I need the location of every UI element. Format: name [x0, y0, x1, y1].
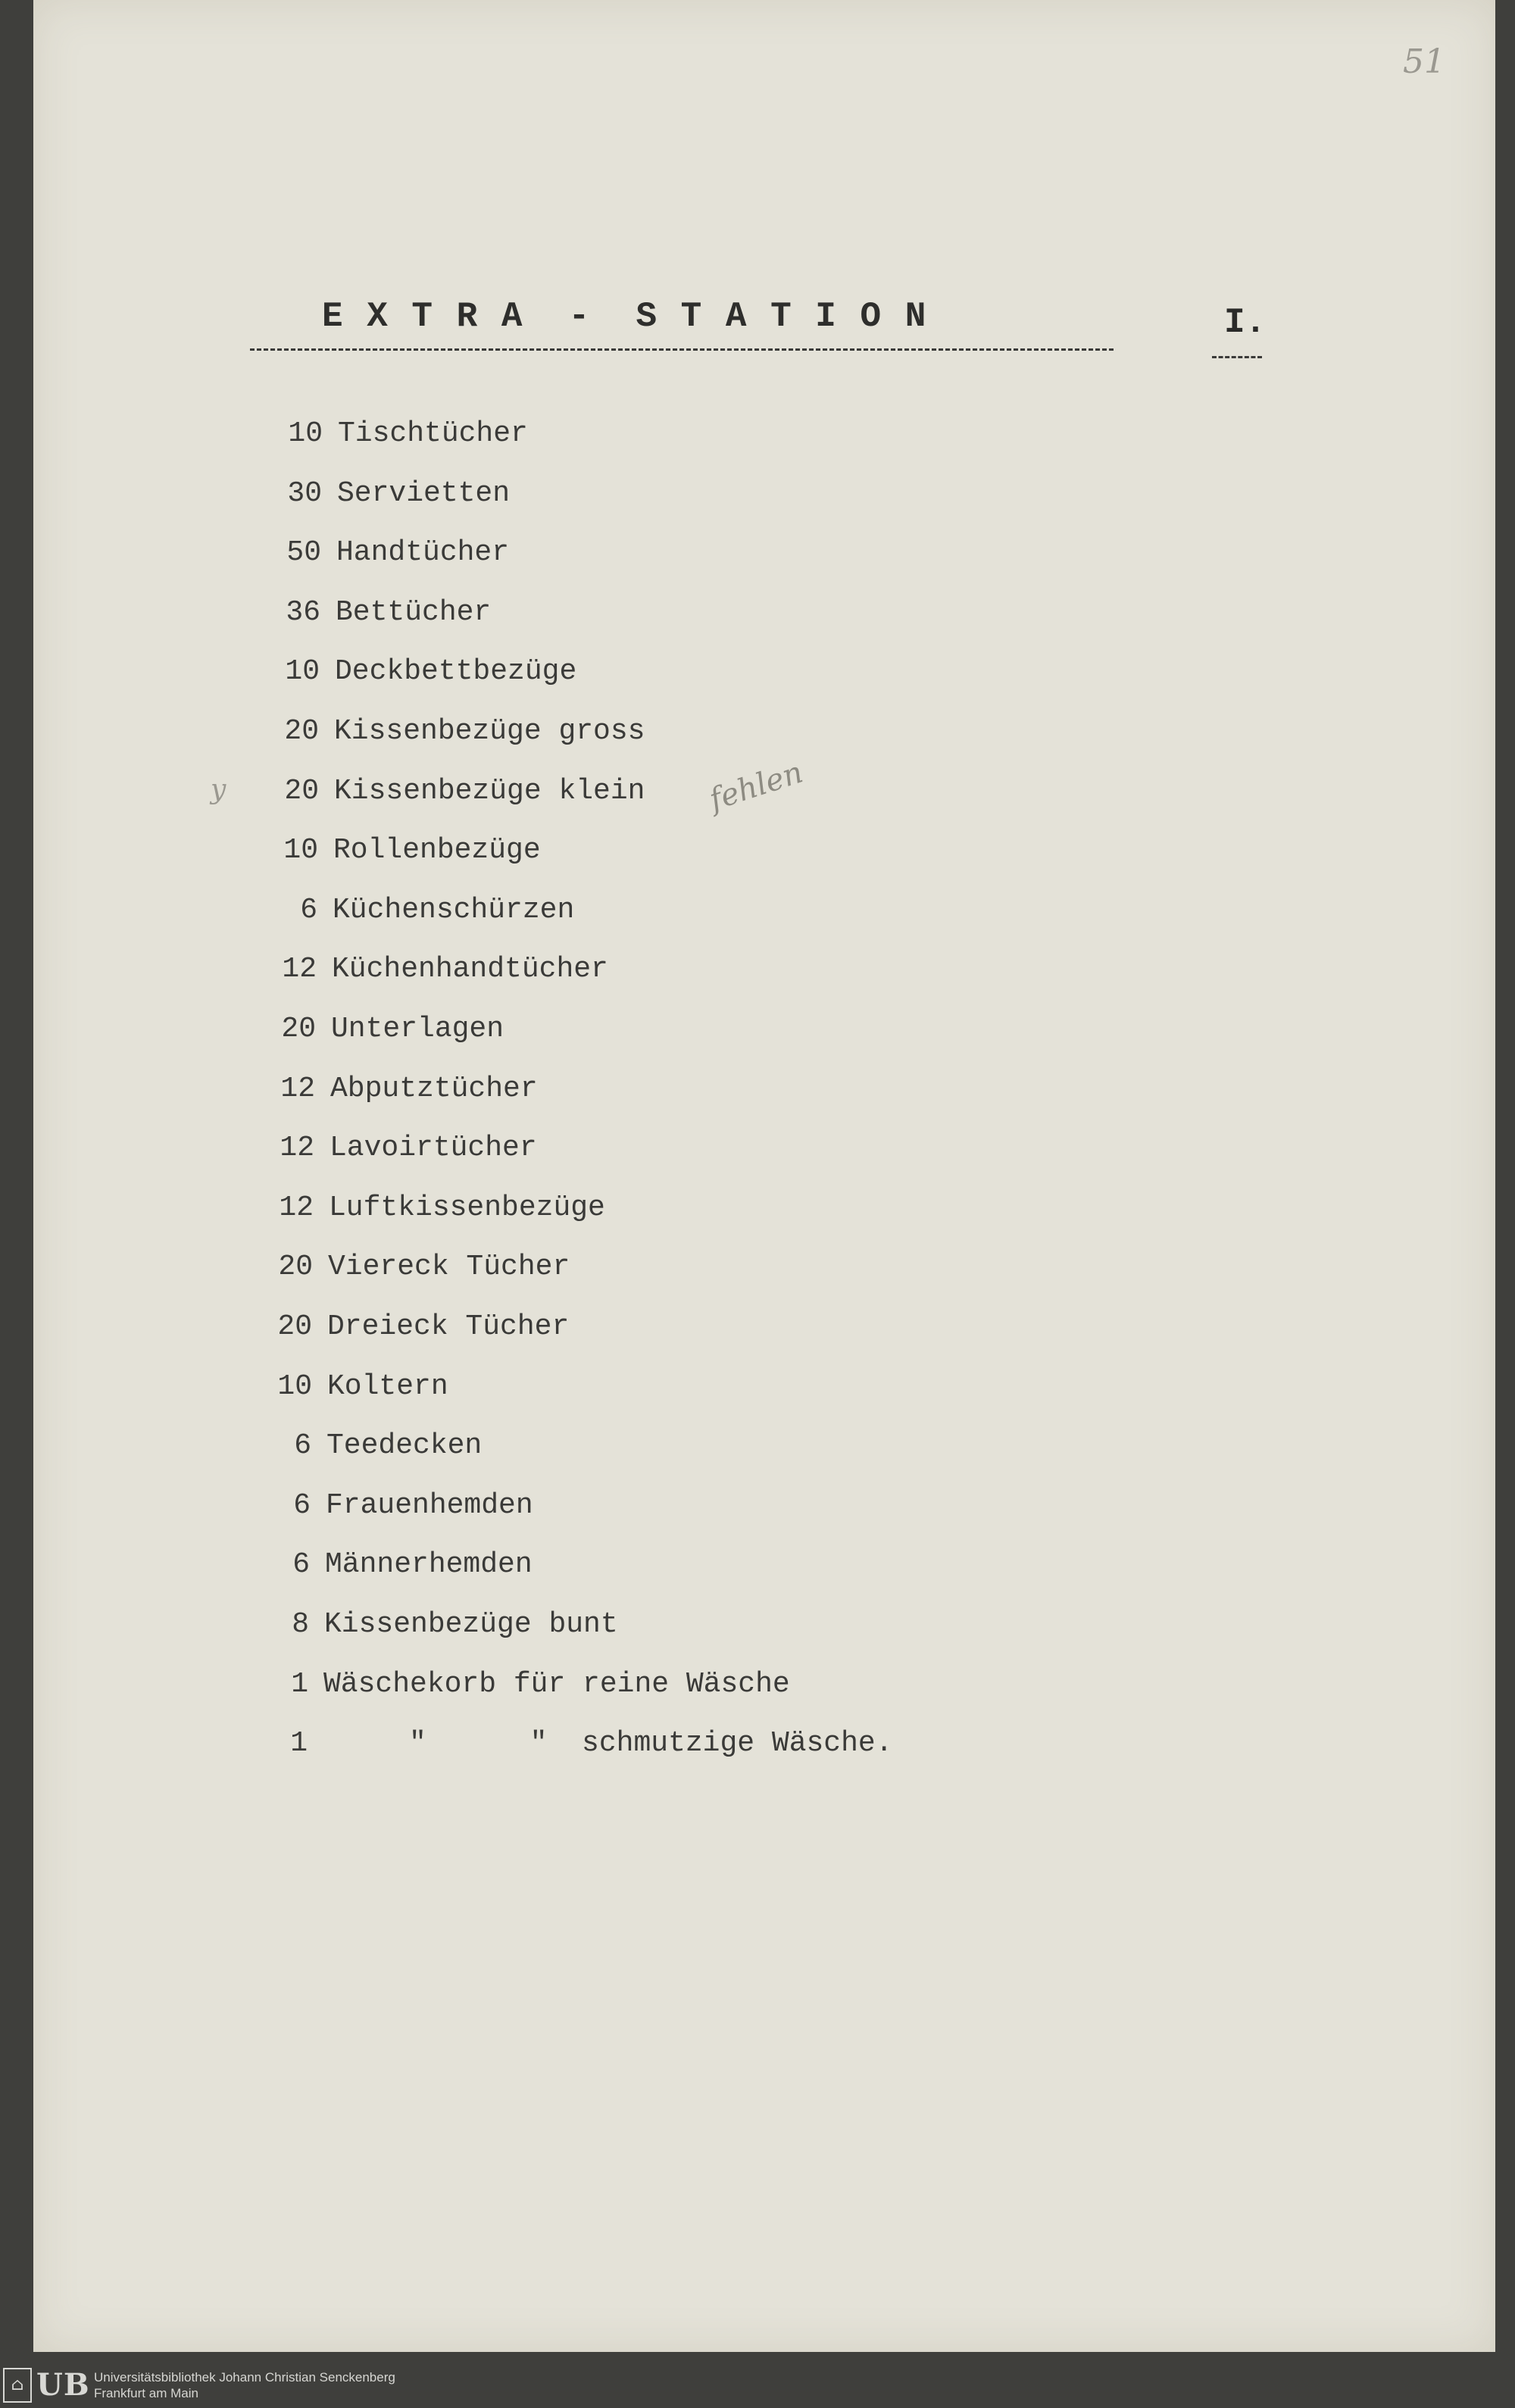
item-name: Abputztücher: [330, 1073, 538, 1105]
list-item: [251, 713, 1160, 751]
item-quantity: 8: [292, 1608, 309, 1641]
item-quantity: 6: [300, 894, 317, 926]
item-quantity: 20: [281, 1013, 316, 1045]
list-item: [246, 1129, 1155, 1167]
item-quantity: 10: [288, 417, 323, 450]
list-item: [245, 1248, 1154, 1286]
item-name: Küchenhandtücher: [332, 953, 608, 985]
list-item: [244, 1368, 1153, 1406]
heading-underline: [250, 348, 1114, 351]
list-item: [248, 951, 1157, 988]
list-item: [251, 653, 1160, 691]
section-underline: [1212, 356, 1262, 358]
list-item: [247, 1070, 1156, 1108]
item-name: Viereck Tücher: [328, 1251, 570, 1283]
item-quantity: 20: [284, 715, 319, 748]
item-name: Männerhemden: [325, 1548, 533, 1581]
heading-title: E X T R A - S T A T I O N: [322, 297, 928, 336]
item-quantity: 6: [294, 1429, 311, 1462]
list-item: [239, 1725, 1148, 1763]
list-item: [255, 415, 1164, 453]
item-name: " " schmutzige Wäsche.: [323, 1727, 893, 1760]
item-quantity: 12: [279, 1192, 314, 1224]
page-number: 51: [1403, 42, 1445, 81]
item-name: Kissenbezüge gross: [334, 715, 645, 748]
handwritten-note: fehlen: [704, 754, 807, 818]
item-name: Luftkissenbezüge: [329, 1192, 605, 1224]
list-item: [240, 1666, 1149, 1704]
item-name: Deckbettbezüge: [335, 655, 577, 688]
item-quantity: 12: [282, 953, 317, 985]
list-item: [253, 534, 1162, 572]
item-quantity: 30: [287, 477, 322, 510]
list-item: [248, 1010, 1157, 1048]
list-item: [250, 832, 1159, 870]
list-item: [249, 892, 1158, 929]
institution-name: [94, 2369, 395, 2401]
institution-line-1: Universitätsbibliothek Johann Christian Senckenberg: [94, 2370, 395, 2385]
list-item: [251, 773, 1160, 810]
list-item: [245, 1189, 1154, 1227]
margin-mark: y: [211, 774, 226, 805]
item-quantity: 12: [280, 1073, 315, 1105]
document-page: [33, 0, 1495, 2352]
item-quantity: 6: [292, 1548, 310, 1581]
item-name: Bettücher: [336, 596, 492, 629]
list-item: [244, 1308, 1153, 1346]
item-quantity: 6: [293, 1489, 311, 1522]
list-item: [243, 1427, 1152, 1465]
list-item: [242, 1546, 1151, 1584]
item-quantity: 20: [284, 775, 319, 807]
item-quantity: 12: [280, 1132, 314, 1164]
item-quantity: 36: [286, 596, 320, 629]
item-name: Wäschekorb für reine Wäsche: [323, 1668, 790, 1701]
item-quantity: 1: [291, 1668, 308, 1701]
item-name: Teedecken: [326, 1429, 483, 1462]
item-name: Frauenhemden: [326, 1489, 533, 1522]
list-item: [242, 1487, 1151, 1525]
item-name: Lavoirtücher: [330, 1132, 537, 1164]
section-number: I.: [1224, 303, 1267, 342]
item-quantity: 1: [290, 1727, 308, 1760]
item-name: Küchenschürzen: [333, 894, 575, 926]
logo-text: UB: [36, 2367, 90, 2403]
item-name: Servietten: [337, 477, 511, 510]
list-item: [241, 1606, 1150, 1644]
item-name: Rollenbezüge: [333, 834, 541, 867]
item-name: Koltern: [327, 1370, 448, 1403]
logo-emblem-icon: ⌂: [3, 2368, 32, 2403]
item-quantity: 10: [283, 834, 318, 867]
institution-line-2: Frankfurt am Main: [94, 2386, 198, 2400]
item-quantity: 50: [286, 536, 321, 569]
item-name: Handtücher: [336, 536, 510, 569]
item-quantity: 20: [278, 1251, 313, 1283]
item-name: Tischtücher: [338, 417, 528, 450]
item-name: Kissenbezüge klein: [334, 775, 645, 807]
list-item: [254, 475, 1163, 513]
item-quantity: 10: [277, 1370, 312, 1403]
item-name: Unterlagen: [331, 1013, 504, 1045]
list-item: [252, 594, 1161, 632]
item-name: Kissenbezüge bunt: [324, 1608, 618, 1641]
item-quantity: 20: [277, 1310, 312, 1343]
item-quantity: 10: [285, 655, 320, 688]
item-name: Dreieck Tücher: [327, 1310, 570, 1343]
library-logo: [3, 2367, 90, 2403]
